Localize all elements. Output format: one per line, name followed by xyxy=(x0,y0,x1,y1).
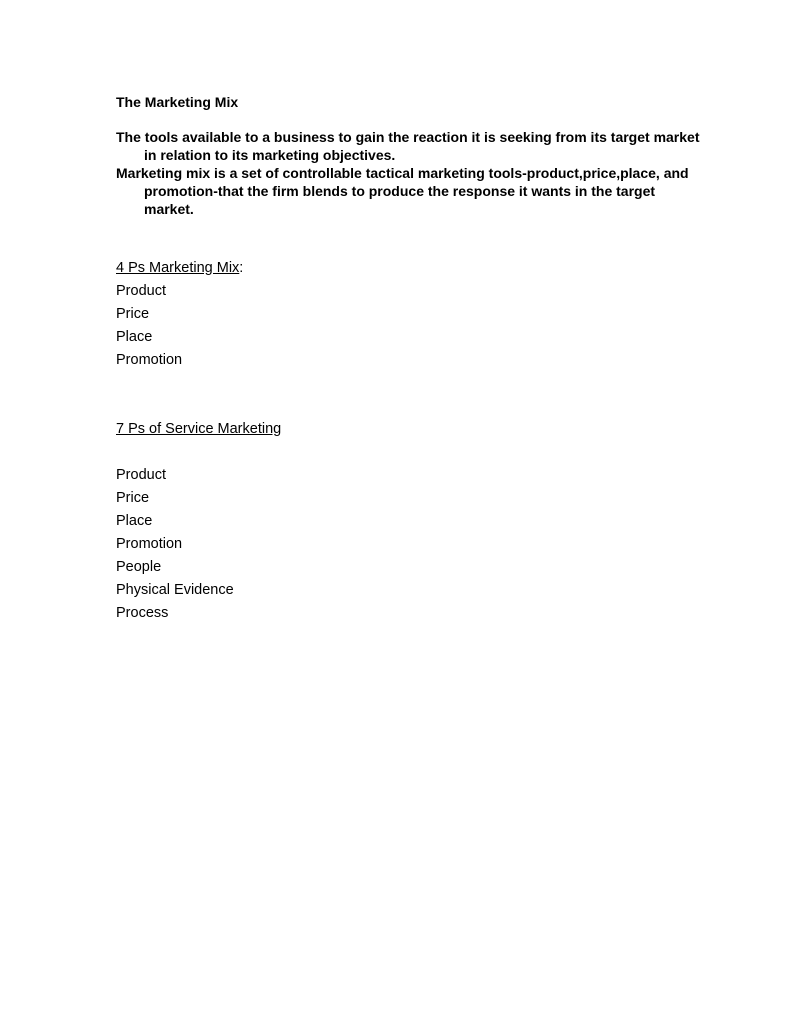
four-ps-heading-colon: : xyxy=(239,260,244,276)
four-ps-heading xyxy=(116,257,243,280)
list-item: Price xyxy=(116,490,150,506)
list-item: Place xyxy=(116,329,153,345)
definition-marketing-mix: Marketing mix is a set of controllable tactical marketing tools-product,price,place, and promotion-that the firm blends to produce the response it wants in the target market. xyxy=(116,165,689,217)
seven-ps-heading xyxy=(116,418,281,441)
list-item: Promotion xyxy=(116,352,183,368)
four-ps-list xyxy=(116,280,182,372)
list-item: People xyxy=(116,559,162,575)
list-item: Promotion xyxy=(116,536,183,552)
four-ps-heading-text: 4 Ps Marketing Mix xyxy=(116,260,240,276)
seven-ps-heading-text: 7 Ps of Service Marketing xyxy=(116,421,282,437)
definition-tools: The tools available to a business to gain the reaction it is seeking from its target market in relation to its marketing objectives. xyxy=(116,129,700,163)
list-item: Place xyxy=(116,513,153,529)
list-item: Physical Evidence xyxy=(116,582,234,598)
list-item: Product xyxy=(116,467,166,483)
list-item: Product xyxy=(116,283,166,299)
list-item: Process xyxy=(116,605,169,621)
document-title: The Marketing Mix xyxy=(116,94,239,110)
seven-ps-list xyxy=(116,464,234,625)
list-item: Price xyxy=(116,306,150,322)
